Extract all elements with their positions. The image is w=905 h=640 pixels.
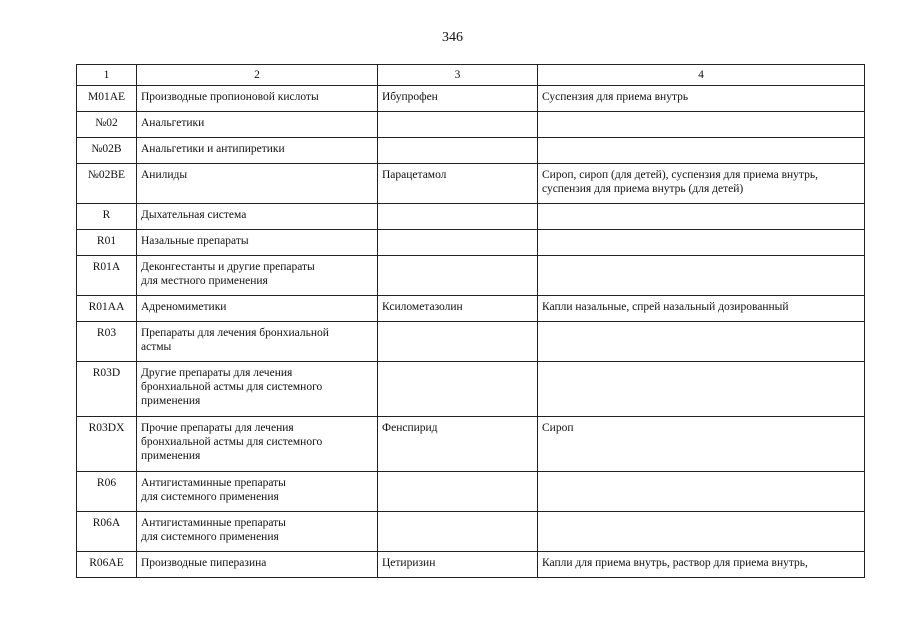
table-row <box>77 322 865 362</box>
substance-cell <box>378 322 538 362</box>
group-cell: Производные пропионовой кислоты <box>137 86 378 112</box>
substance-cell: Ксилометазолин <box>378 296 538 322</box>
column-header: 3 <box>378 65 538 86</box>
table-row <box>77 256 865 296</box>
substance-cell: Цетиризин <box>378 552 538 578</box>
dosage-form-cell <box>538 230 865 256</box>
substance-cell: Парацетамол <box>378 164 538 204</box>
column-header: 4 <box>538 65 865 86</box>
atc-code-cell: №02В <box>77 138 137 164</box>
table-row <box>77 296 865 322</box>
dosage-form-cell <box>538 138 865 164</box>
substance-cell <box>378 230 538 256</box>
group-cell: Назальные препараты <box>137 230 378 256</box>
column-header: 1 <box>77 65 137 86</box>
table-row <box>77 512 865 552</box>
atc-code-cell: R06 <box>77 472 137 512</box>
table-row <box>77 362 865 417</box>
drug-table <box>76 64 865 578</box>
dosage-form-cell <box>538 256 865 296</box>
page-number: 346 <box>442 30 463 45</box>
dosage-form-cell: Капли назальные, спрей назальный дозированный <box>538 296 865 322</box>
substance-cell: Ибупрофен <box>378 86 538 112</box>
group-cell: Прочие препараты для лечения бронхиальной астмы для системного применения <box>137 417 378 472</box>
group-cell: Анальгетики и антипиретики <box>137 138 378 164</box>
table-row <box>77 417 865 472</box>
group-cell: Антигистаминные препараты для системного применения <box>137 512 378 552</box>
group-cell: Производные пиперазина <box>137 552 378 578</box>
atc-code-cell: R06A <box>77 512 137 552</box>
column-header: 2 <box>137 65 378 86</box>
atc-code-cell: R01 <box>77 230 137 256</box>
table-row <box>77 204 865 230</box>
substance-cell: Фенспирид <box>378 417 538 472</box>
group-cell: Деконгестанты и другие препараты для местного применения <box>137 256 378 296</box>
table-row <box>77 230 865 256</box>
substance-cell <box>378 472 538 512</box>
atc-code-cell: R01AA <box>77 296 137 322</box>
substance-cell <box>378 112 538 138</box>
substance-cell <box>378 204 538 230</box>
group-cell: Анилиды <box>137 164 378 204</box>
atc-code-cell: R03 <box>77 322 137 362</box>
atc-code-cell: R06AE <box>77 552 137 578</box>
table-row <box>77 138 865 164</box>
substance-cell <box>378 138 538 164</box>
atc-code-cell: R03DX <box>77 417 137 472</box>
group-cell: Адреномиметики <box>137 296 378 322</box>
dosage-form-cell: Суспензия для приема внутрь <box>538 86 865 112</box>
table-row <box>77 472 865 512</box>
substance-cell <box>378 256 538 296</box>
atc-code-cell: №02 <box>77 112 137 138</box>
group-cell: Антигистаминные препараты для системного применения <box>137 472 378 512</box>
atc-code-cell: R03D <box>77 362 137 417</box>
dosage-form-cell <box>538 112 865 138</box>
table-row <box>77 552 865 578</box>
dosage-form-cell <box>538 512 865 552</box>
dosage-form-cell: Сироп <box>538 417 865 472</box>
table-row <box>77 164 865 204</box>
group-cell: Другие препараты для лечения бронхиальной астмы для системного применения <box>137 362 378 417</box>
substance-cell <box>378 512 538 552</box>
dosage-form-cell <box>538 472 865 512</box>
group-cell: Анальгетики <box>137 112 378 138</box>
group-cell: Дыхательная система <box>137 204 378 230</box>
table-header-row <box>77 65 865 86</box>
group-cell: Препараты для лечения бронхиальной астмы <box>137 322 378 362</box>
atc-code-cell: R <box>77 204 137 230</box>
dosage-form-cell: Капли для приема внутрь, раствор для приема внутрь, <box>538 552 865 578</box>
atc-code-cell: №02ВЕ <box>77 164 137 204</box>
dosage-form-cell: Сироп, сироп (для детей), суспензия для приема внутрь, суспензия для приема внутрь (для детей) <box>538 164 865 204</box>
table-row <box>77 112 865 138</box>
dosage-form-cell <box>538 204 865 230</box>
substance-cell <box>378 362 538 417</box>
dosage-form-cell <box>538 362 865 417</box>
table-row <box>77 86 865 112</box>
atc-code-cell: R01A <box>77 256 137 296</box>
atc-code-cell: M01AE <box>77 86 137 112</box>
dosage-form-cell <box>538 322 865 362</box>
